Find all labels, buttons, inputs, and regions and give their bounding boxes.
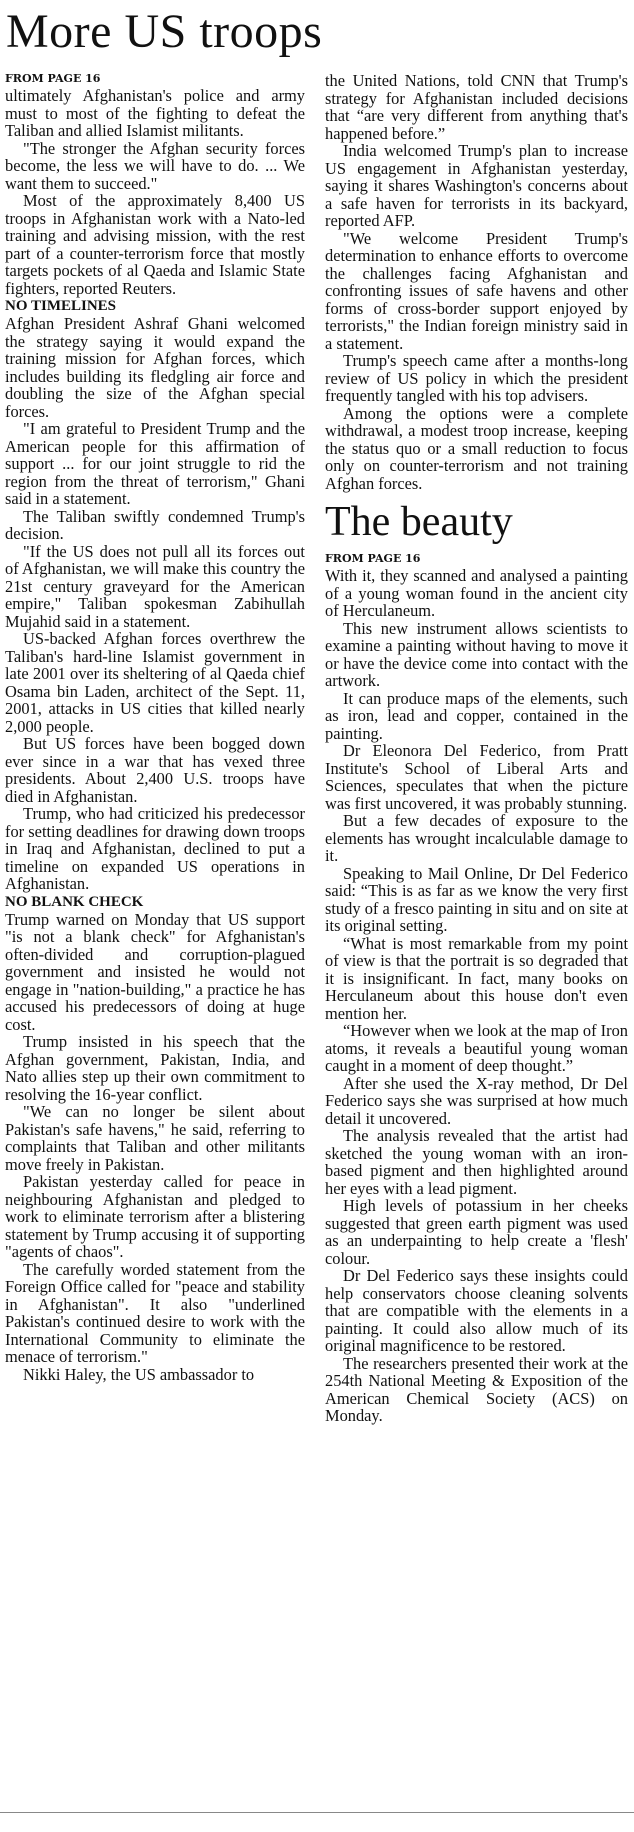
story2-from-page: FROM PAGE 16 [325, 552, 421, 565]
paragraph: Among the options were a complete withdrawal, a modest troop increase, keeping the status quo or a small reduction to focus only on counter-terrorism and not training Afghan forces. [325, 403, 628, 493]
paragraph: High levels of potassium in her cheeks suggested that green earth pigment was used as an underpainting to help create a 'flesh' colour. [325, 1196, 628, 1268]
paragraph: “However when we look at the map of Iron atoms, it reveals a beautiful young woman caught in a moment of deep thought.” [325, 1021, 628, 1075]
paragraph: the United Nations, told CNN that Trump's strategy for Afghanistan included decisions that “are very different from anything that's happened before.” [325, 71, 628, 143]
paragraph: Speaking to Mail Online, Dr Del Federico said: “This is as far as we know the very first study of a fresco painting in situ and on site at its original setting. [325, 863, 628, 935]
paragraph: Nikki Haley, the US ambassador to [23, 1364, 255, 1384]
subhead-no-timelines: NO TIMELINES [5, 298, 117, 314]
paragraph: This new instrument allows scientists to examine a painting without having to move it or have the device come into contact with the artwork. [325, 618, 628, 690]
bottom-rule [0, 1812, 634, 1813]
paragraph: Dr Eleonora Del Federico, from Pratt Institute's School of Liberal Arts and Sciences, speculates that when the picture was first uncovered, it was probably stunning. [325, 741, 628, 813]
headline-the-beauty: The beauty [325, 499, 513, 545]
story1-from-page: FROM PAGE 16 [5, 72, 101, 85]
paragraph: Trump, who had criticized his predecessor for setting deadlines for drawing down troops in Iraq and Afghanistan, declined to put a timeline on expanded US operations in Afghanistan. [5, 804, 305, 893]
paragraph: After she used the X-ray method, Dr Del Federico says she was surprised at how much detail it uncovered. [325, 1073, 628, 1128]
paragraph: India welcomed Trump's plan to increase US engagement in Afghanistan yesterday, saying it shares Washington's concerns about a safe haven for terrorists in its backyard, reported AFP. [325, 141, 628, 230]
paragraph: The Taliban swiftly condemned Trump's decision. [5, 506, 305, 543]
paragraph: US-backed Afghan forces overthrew the Taliban's hard-line Islamist government in late 2001 over its sheltering of al Qaeda chief Osama bin Laden, architect of the Sept. 11, 2001, attacks in US cities that killed nearly 2,000 people. [5, 629, 305, 736]
paragraph: "I am grateful to President Trump and the American people for this affirmation of support ... for our joint struggle to rid the region from the threat of terrorism," Ghani said in a statement. [5, 419, 305, 508]
paragraph: "If the US does not pull all its forces out of Afghanistan, we will make this country the 21st century graveyard for the American empire," Taliban spokesman Zabihullah Mujahid said in a statement. [5, 541, 305, 631]
paragraph: “What is most remarkable from my point of view is that the portrait is so degraded that it is insignificant. In fact, many books on Herculaneum about this house don't even mention her. [325, 933, 628, 1023]
paragraph: Afghan President Ashraf Ghani welcomed the strategy saying it would expand the training mission for Afghan forces, which includes building its fledgling air force and doubling the size of the Afghan special forces. [5, 314, 305, 421]
paragraph: But a few decades of exposure to the elements has wrought incalculable damage to it. [325, 811, 628, 865]
paragraph: Pakistan yesterday called for peace in neighbouring Afghanistan and pledged to work to eliminate terrorism after a blistering statement by Trump accusing it of supporting "agents of chaos". [5, 1172, 305, 1261]
paragraph: Trump insisted in his speech that the Afghan government, Pakistan, India, and Nato allies step up their own commitment to resolving the 16-year conflict. [5, 1032, 305, 1104]
paragraph: "The stronger the Afghan security forces become, the less we will have to do. ... We want them to succeed." [5, 138, 305, 193]
paragraph: Trump's speech came after a months-long review of US policy in which the president frequently tangled with his top advisers. [325, 351, 628, 405]
story1-left-column [5, 72, 305, 1383]
headline-more-us-troops: More US troops [6, 5, 323, 58]
paragraph: Most of the approximately 8,400 US troops in Afghanistan work with a Nato-led training and advising mission, with the rest part of a counter-terrorism force that mostly targets pockets of al Qaeda and Islamic State fighters, reported Reuters. [5, 191, 305, 298]
paragraph: Trump warned on Monday that US support "is not a blank check" for Afghanistan's often-divided and corruption-plagued government and insisted he would not engage in "nation-building," a practice he has accused his predecessors of doing at huge cost. [5, 909, 305, 1034]
paragraph: But US forces have been bogged down ever since in a war that has vexed three presidents. About 2,400 U.S. troops have died in Afghanistan. [5, 734, 305, 806]
paragraph: The researchers presented their work at the 254th National Meeting & Exposition of the American Chemical Society (ACS) on Monday. [325, 1353, 628, 1425]
paragraph: Dr Del Federico says these insights could help conservators choose cleaning solvents that are compatible with the elements in a painting. It could also allow much of its original magnificence to be restored. [325, 1266, 628, 1355]
right-column [325, 72, 628, 1425]
subhead-no-blank-check: NO BLANK CHECK [5, 893, 144, 910]
paragraph: The analysis revealed that the artist had sketched the young woman with an iron-based pigment and then highlighted around her eyes with a lead pigment. [325, 1126, 628, 1198]
paragraph: "We welcome President Trump's determination to enhance efforts to overcome the challenges facing Afghanistan and confronting issues of safe havens and other forms of cross-border support enjoyed by terrorists," the Indian foreign ministry said in a statement. [325, 228, 628, 353]
paragraph: ultimately Afghanistan's police and army must to most of the fighting to defeat the Taliban and allied Islamist militants. [5, 86, 305, 140]
paragraph: "We can no longer be silent about Pakistan's safe havens," he said, referring to complaints that Taliban and other militants move freely in Pakistan. [5, 1102, 305, 1174]
paragraph: With it, they scanned and analysed a painting of a young woman found in the ancient city of Herculaneum. [325, 566, 628, 620]
paragraph: The carefully worded statement from the Foreign Office called for "peace and stability in Afghanistan". It also "underlined Pakistan's continued desire to work with the International Community to eliminate the menace of terrorism." [5, 1259, 305, 1366]
paragraph: It can produce maps of the elements, such as iron, lead and copper, contained in the painting. [325, 688, 628, 743]
